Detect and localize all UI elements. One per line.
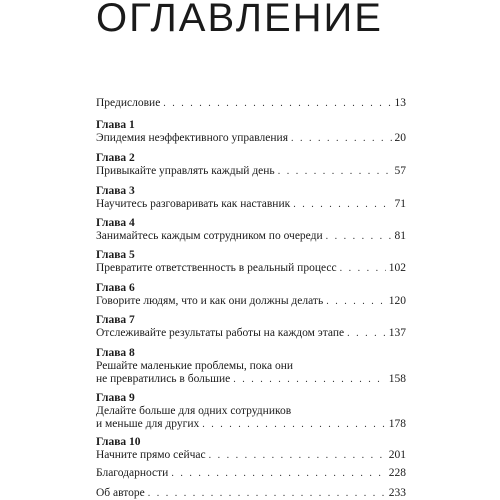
entry-title: Об авторе <box>96 487 145 499</box>
dot-leader <box>209 449 386 462</box>
entry-title: Занимайтесь каждым сотрудником по очереди <box>96 230 323 242</box>
toc-entry-preface <box>96 97 406 110</box>
dot-leader <box>233 373 385 386</box>
page-number: 57 <box>394 165 406 177</box>
page-number: 81 <box>394 230 406 242</box>
page-number: 137 <box>388 327 406 339</box>
entry-title-line-2: не превратились в большие <box>96 373 231 385</box>
chapter-label: Глава 9 <box>96 392 135 404</box>
dot-leader <box>293 198 391 211</box>
page-number: 13 <box>394 97 406 109</box>
entry-title: Научитесь разговаривать как наставник <box>96 198 291 210</box>
dot-leader <box>202 418 386 431</box>
toc-entry-chapter-2 <box>96 152 406 178</box>
entry-title: Предисловие <box>96 97 161 109</box>
dot-leader <box>148 487 386 500</box>
entry-title-line-2: и меньше для других <box>96 418 200 430</box>
chapter-label: Глава 8 <box>96 347 135 359</box>
entry-title: Отслеживайте результаты работы на каждом этапе <box>96 327 345 339</box>
chapter-label: Глава 7 <box>96 314 135 326</box>
page-number: 102 <box>388 262 406 274</box>
dot-leader <box>163 97 391 110</box>
entry-title-line-1: Решайте маленькие проблемы, пока они <box>96 360 294 372</box>
entry-title: Превратите ответственность в реальный процесс <box>96 262 337 274</box>
page-number: 228 <box>388 467 406 479</box>
page-number: 20 <box>394 132 406 144</box>
dot-leader <box>171 467 385 480</box>
page-number: 233 <box>388 487 406 499</box>
toc-entry-chapter-1 <box>96 119 406 145</box>
toc-entry-chapter-10 <box>96 436 406 462</box>
entry-title: Говорите людям, что и как они должны делать <box>96 295 324 307</box>
page-title: ОГЛАВЛЕНИЕ <box>96 0 383 40</box>
dot-leader <box>340 262 386 275</box>
page-number: 71 <box>394 198 406 210</box>
toc-entry-chapter-5 <box>96 249 406 275</box>
dot-leader <box>278 165 392 178</box>
entry-title: Благодарности <box>96 467 169 479</box>
dot-leader <box>326 295 386 308</box>
dot-leader <box>347 327 386 340</box>
chapter-label: Глава 4 <box>96 217 135 229</box>
entry-title: Привыкайте управлять каждый день <box>96 165 275 177</box>
toc-entry-chapter-9 <box>96 392 406 431</box>
page-number: 201 <box>388 449 406 461</box>
toc-entry-chapter-8 <box>96 347 406 386</box>
entry-title: Начните прямо сейчас <box>96 449 206 461</box>
toc-entry-acknowledgments <box>96 467 406 480</box>
page-number: 158 <box>388 373 406 385</box>
toc-entry-chapter-6 <box>96 282 406 308</box>
chapter-label: Глава 10 <box>96 436 141 448</box>
toc-entry-about-author <box>96 487 406 500</box>
dot-leader <box>326 230 392 243</box>
toc-entry-chapter-7 <box>96 314 406 340</box>
chapter-label: Глава 1 <box>96 119 135 131</box>
dot-leader <box>291 132 391 145</box>
chapter-label: Глава 2 <box>96 152 135 164</box>
chapter-label: Глава 3 <box>96 185 135 197</box>
page-number: 120 <box>388 295 406 307</box>
toc-entry-chapter-4 <box>96 217 406 243</box>
chapter-label: Глава 6 <box>96 282 135 294</box>
entry-title: Эпидемия неэффективного управления <box>96 132 289 144</box>
page-number: 178 <box>388 418 406 430</box>
entry-title-line-1: Делайте больше для одних сотрудников <box>96 405 292 417</box>
toc-entry-chapter-3 <box>96 185 406 211</box>
chapter-label: Глава 5 <box>96 249 135 261</box>
